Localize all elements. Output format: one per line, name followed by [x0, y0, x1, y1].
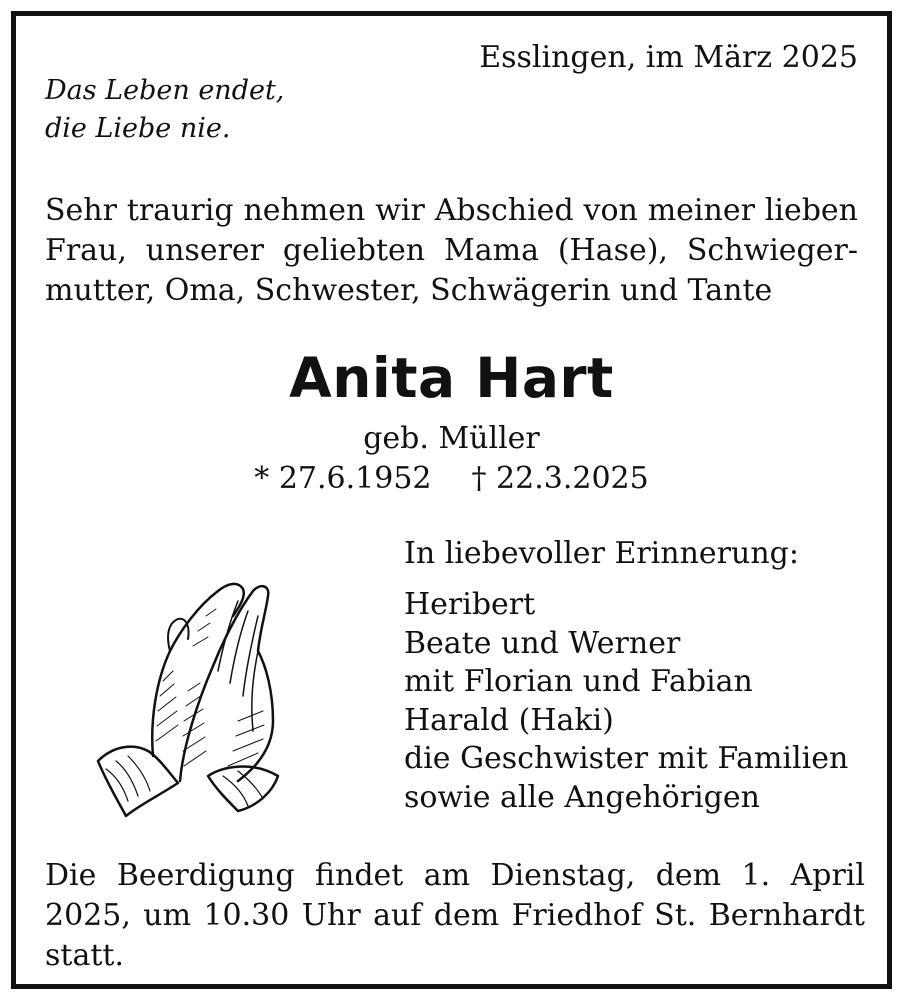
intro-line: Frau, unserer geliebten Mama (Hase), Schwieger-: [45, 233, 858, 268]
funeral-notice: [45, 856, 865, 976]
obituary-frame: [11, 11, 892, 989]
list-item: Beate und Werner: [404, 625, 681, 661]
intro-text: [45, 191, 858, 311]
praying-hands-icon: [88, 571, 288, 826]
place-date: Esslingen, im März 2025: [479, 40, 858, 75]
funeral-line: Die Beerdigung findet am Dienstag, dem 1. April: [45, 858, 865, 893]
list-item: Heribert: [404, 587, 536, 622]
list-item: mit Florian und Fabian: [404, 664, 753, 699]
death-date: † 22.3.2025: [471, 461, 649, 496]
deceased-name: Anita Hart: [289, 346, 614, 410]
motto-line: Das Leben endet,: [45, 75, 285, 106]
list-item: sowie alle Angehörigen: [404, 779, 760, 815]
mourners-list: [404, 586, 848, 817]
funeral-line: statt.: [45, 938, 124, 973]
intro-line: Sehr traurig nehmen wir Abschied von meiner lieben: [45, 193, 858, 228]
memory-heading: In liebevoller Erinnerung:: [404, 536, 799, 571]
life-dates: [16, 461, 887, 496]
list-item: die Geschwister mit Familien: [404, 741, 849, 776]
intro-line: mutter, Oma, Schwester, Schwägerin und Tante: [45, 273, 773, 308]
motto: [45, 72, 284, 148]
list-item: Harald (Haki): [404, 702, 614, 738]
motto-line: die Liebe nie.: [45, 113, 231, 144]
birth-date: * 27.6.1952: [254, 461, 432, 496]
birth-name: geb. Müller: [363, 421, 540, 456]
funeral-line: 2025, um 10.30 Uhr auf dem Friedhof St. Bernhardt: [45, 898, 865, 933]
